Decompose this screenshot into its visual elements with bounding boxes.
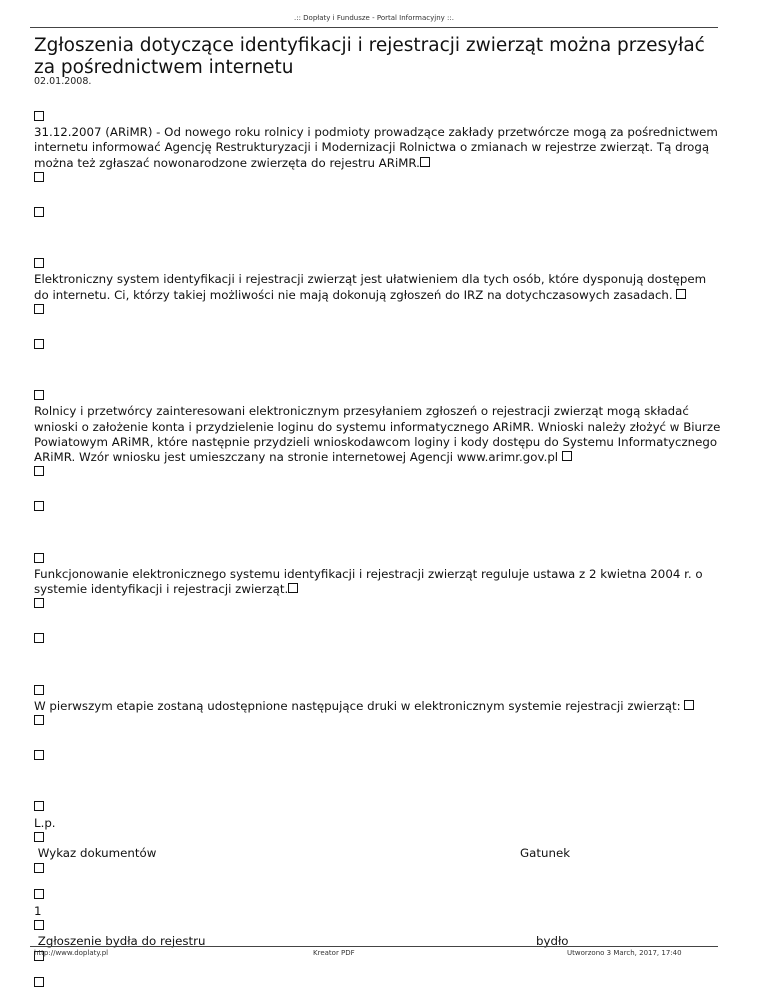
table-row [34,934,724,950]
missing-glyph-box-icon [562,451,572,461]
missing-glyph-box-icon [684,700,694,710]
table-header-species: Gatunek [520,846,571,861]
missing-glyph-box-icon [34,977,44,987]
missing-glyph-box-icon [34,801,44,811]
missing-glyph-box-icon [34,501,44,511]
table-cell-document: Zgłoszenie bydła do rejestru [34,933,206,948]
table-row-number: 1 [34,903,42,918]
missing-glyph-box-icon [34,750,44,760]
missing-glyph-box-icon [34,304,44,314]
missing-glyph-box-icon [288,583,298,593]
missing-glyph-box-icon [34,863,44,873]
missing-glyph-box-icon [34,889,44,899]
missing-glyph-box-icon [34,553,44,563]
table-header-documents: Wykaz dokumentów [34,846,157,861]
missing-glyph-box-icon [34,685,44,695]
table-header-row [34,846,724,862]
footer-url: http://www.doplaty.pl [34,949,109,957]
missing-glyph-box-icon [676,289,686,299]
footer-divider [30,946,718,947]
missing-glyph-box-icon [34,111,44,121]
missing-glyph-box-icon [34,466,44,476]
paragraph: Funkcjonowanie elektronicznego systemu identyfikacji i rejestracji zwierząt reguluje ustawa z 2 kwietna 2004 r. o systemie identyfikacji i rejestracji zwierząt. [34,566,703,597]
paragraph: 31.12.2007 (ARiMR) - Od nowego roku rolnicy i podmioty prowadzące zakłady przetwórcze mogą za pośrednictwem internetu informować Agencję Restrukturyzacji i Modernizacji Rolnictwa o zmianach w rejestrze zwierząt. Tą drogą można też zgłaszać nowonarodzone zwierzęta do rejestru ARiMR. [34,125,718,170]
missing-glyph-box-icon [34,832,44,842]
missing-glyph-box-icon [34,715,44,725]
article-body [34,110,724,991]
site-header-title: .:: Dopłaty i Fundusze - Portal Informacyjny ::. [294,14,454,22]
paragraph: W pierwszym etapie zostaną udostępnione następujące druki w elektronicznym systemie rejestracji zwierząt: [34,699,724,714]
missing-glyph-box-icon [420,157,430,167]
paragraph: Rolnicy i przetwórcy zainteresowani elektronicznym przesyłaniem zgłoszeń o rejestracji zwierząt mogą składać wnioski o założenie konta i przydzielenie loginu do systemu informatycznego ARiMR. Wnioski należy złożyć w Biurze Powiatowym ARiMR, które następnie przydzieli wnioskodawcom loginy i kody dostępu do Systemu Informatycznego ARiMR. Wzór wniosku jest umieszczany na stronie internetowej Agencji www.arimr.gov.pl [34,404,721,465]
table-header-lp: L.p. [34,815,56,830]
missing-glyph-box-icon [34,172,44,182]
header-divider [30,27,718,28]
missing-glyph-box-icon [34,339,44,349]
footer-generator: Kreator PDF [313,949,355,957]
missing-glyph-box-icon [34,207,44,217]
missing-glyph-box-icon [34,920,44,930]
article-date: 02.01.2008. [34,76,92,87]
article-title: Zgłoszenia dotyczące identyfikacji i rejestracji zwierząt można przesyłać za pośrednictwem internetu [34,35,705,78]
missing-glyph-box-icon [34,633,44,643]
missing-glyph-box-icon [34,390,44,400]
footer-created: Utworzono 3 March, 2017, 17:40 [567,949,682,957]
missing-glyph-box-icon [34,598,44,608]
paragraph: Elektroniczny system identyfikacji i rejestracji zwierząt jest ułatwieniem dla tych osób, które dysponują dostępem do internetu. Ci, którzy takiej możliwości nie mają dokonują zgłoszeń do IRZ na dotychczasowych zasadach. [34,272,707,302]
documents-table [34,800,724,991]
missing-glyph-box-icon [34,258,44,268]
table-cell-species: bydło [536,933,569,948]
